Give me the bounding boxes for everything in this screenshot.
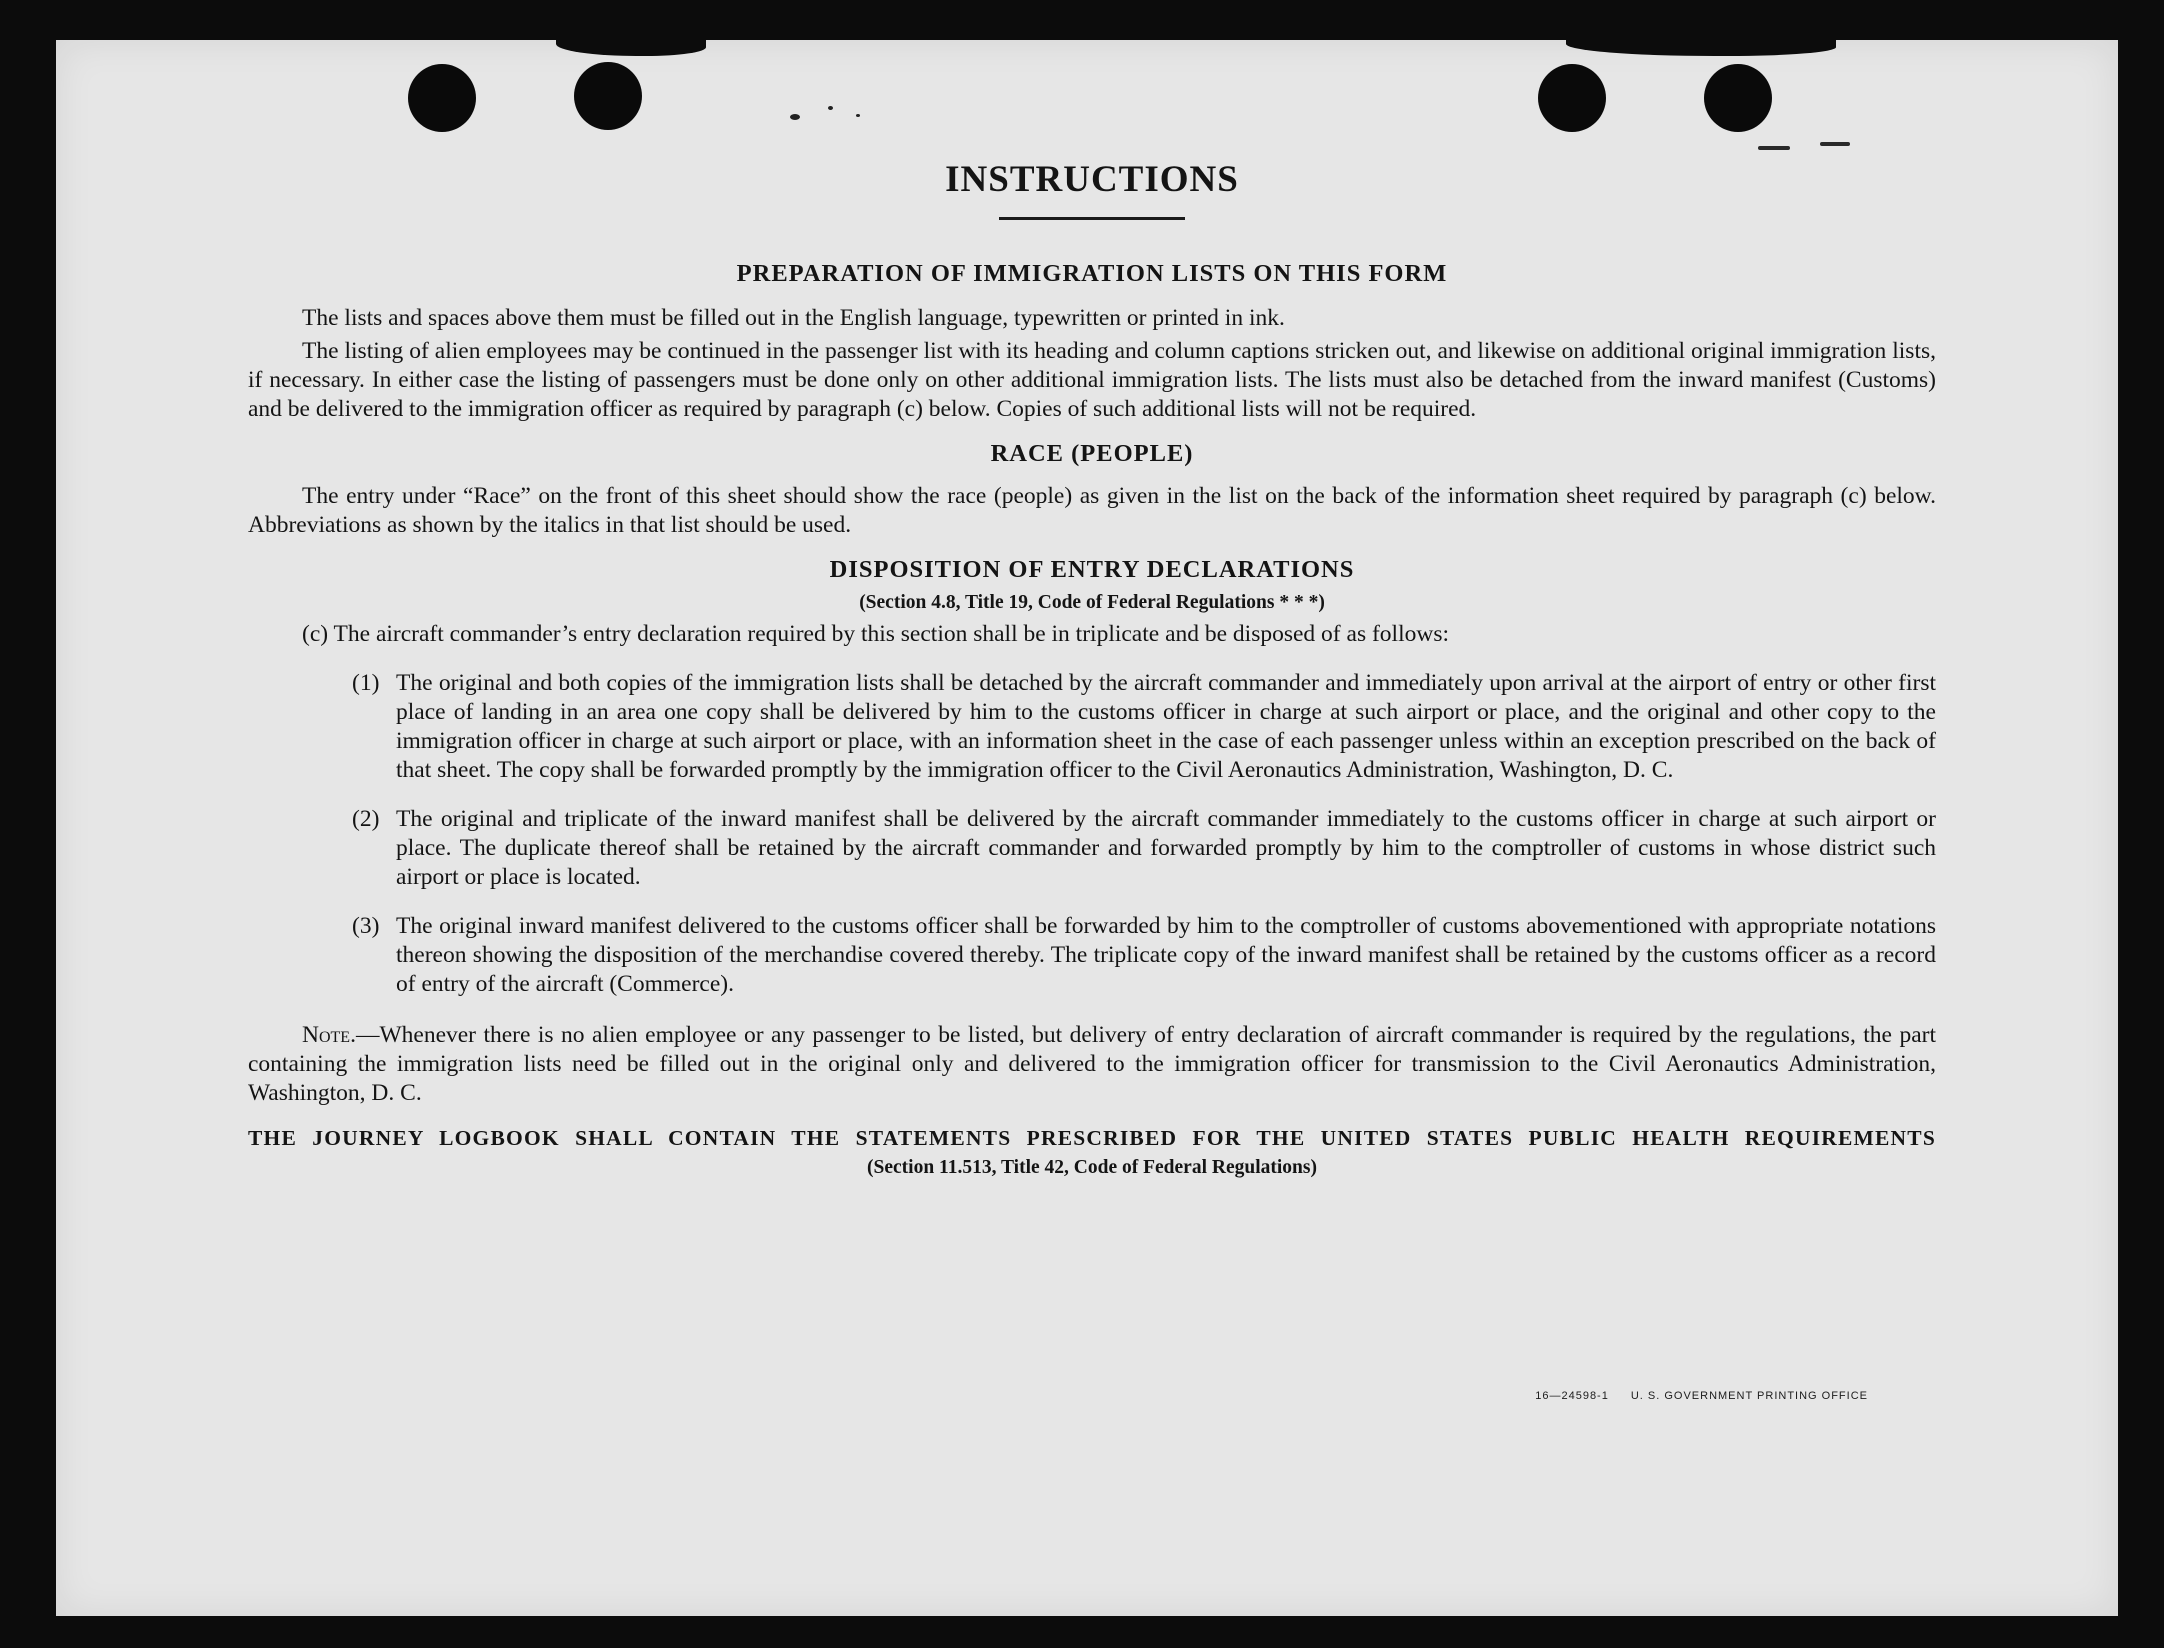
preparation-heading: PREPARATION OF IMMIGRATION LISTS ON THIS FORM — [736, 260, 1448, 287]
health-statement: THE JOURNEY LOGBOOK SHALL CONTAIN THE STATEMENTS PRESCRIBED FOR THE UNITED STATES PUBLIC HEALTH REQUIREMENTS — [248, 1126, 1936, 1150]
preparation-paragraph-1: The lists and spaces above them must be filled out in the English language, typewritten or printed in ink. — [302, 305, 1285, 331]
disposition-citation: (Section 4.8, Title 19, Code of Federal Regulations * * *) — [859, 592, 1325, 613]
race-paragraph: The entry under “Race” on the front of this sheet should show the race (people) as given in the list on the back of the information sheet required by paragraph (c) below. Abbreviations as shown by the italics in that list should be used. — [248, 483, 1936, 538]
disposition-item-1 — [352, 669, 1936, 785]
paragraph-c-intro: (c) The aircraft commander’s entry declaration required by this section shall be in triplicate and be disposed of as follows: — [302, 621, 1449, 647]
note-paragraph — [248, 1021, 1936, 1108]
page-title: INSTRUCTIONS — [945, 159, 1239, 200]
item-number: (1) — [352, 670, 380, 696]
item-text: The original and both copies of the immigration lists shall be detached by the aircraft commander and immediately upon arrival at the airport of entry or other first place of landing in an area one copy shall be delivered by him to the customs officer in charge at such airport or place, and the original and other copy to the immigration officer in charge at such airport or place, with an information sheet in the case of each passenger unless within an exception prescribed on the back of that sheet. The copy shall be forwarded promptly by the immigration officer to the Civil Aeronautics Administration, Washington, D. C. — [396, 670, 1936, 783]
health-citation: (Section 11.513, Title 42, Code of Federal Regulations) — [867, 1157, 1317, 1178]
torn-edge — [1566, 34, 1836, 56]
item-text: The original and triplicate of the inward manifest shall be delivered by the aircraft commander immediately to the customs officer in charge at such airport or place. The duplicate thereof shall be retained by the aircraft commander and forwarded promptly by him to the comptroller of customs in whose district such airport or place is located. — [396, 806, 1936, 890]
note-label: Note. — [302, 1022, 356, 1048]
item-number: (2) — [352, 806, 380, 832]
item-number: (3) — [352, 913, 380, 939]
note-text: —Whenever there is no alien employee or any passenger to be listed, but delivery of entry declaration of aircraft commander is required by the regulations, the part containing the immigration lists need be filled out in the original only and delivered to the immigration officer for transmission to the Civil Aeronautics Administration, Washington, D. C. — [248, 1022, 1936, 1106]
speck — [828, 106, 833, 110]
document-content — [248, 118, 1936, 1179]
disposition-item-2 — [352, 805, 1936, 892]
race-heading: RACE (PEOPLE) — [990, 440, 1194, 467]
form-number: 16—24598-1 — [1535, 1390, 1609, 1402]
speck — [856, 114, 860, 117]
printer-imprint — [1535, 1390, 1868, 1402]
printer-name: U. S. GOVERNMENT PRINTING OFFICE — [1630, 1390, 1868, 1402]
disposition-heading: DISPOSITION OF ENTRY DECLARATIONS — [829, 556, 1355, 583]
disposition-item-3 — [352, 912, 1936, 999]
title-rule — [999, 217, 1185, 220]
item-text: The original inward manifest delivered to the customs officer shall be forwarded by him to the comptroller of customs abovementioned with appropriate notations thereon showing the disposition of the merchandise covered thereby. The triplicate copy of the inward manifest shall be retained by the customs officer as a record of entry of the aircraft (Commerce). — [396, 913, 1936, 997]
torn-edge — [556, 34, 706, 56]
preparation-paragraph-2: The listing of alien employees may be continued in the passenger list with its heading and column captions stricken out, and likewise on additional original immigration lists, if necessary. In either case the listing of passengers must be done only on other additional immigration lists. The lists must also be detached from the inward manifest (Customs) and be delivered to the immigration officer as required by paragraph (c) below. Copies of such additional lists will not be required. — [248, 338, 1936, 422]
document-page — [56, 40, 2118, 1616]
